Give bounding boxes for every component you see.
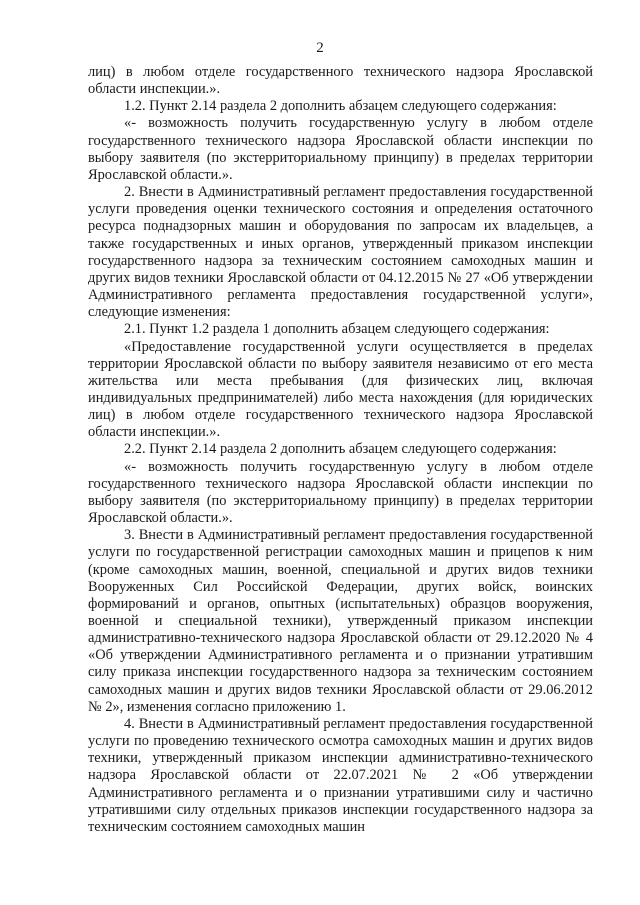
paragraph-3: 3. Внести в Административный регламент предоставления государственной услуги по государственной регистрации самоходных машин и прицепов к ним (кроме самоходных машин, военной, специальной и других видов техники Вооруженных Сил Российской Федерации, других войск, воинских формирований и органов, опытных (испытательных) образцов вооружения, военной и специальной техники), утвержденный приказом инспекции административно-технического надзора Ярославской области от 29.12.2020 № 4 «Об утверждении Административного регламента и о признании утратившим силу приказа инспекции государственного надзора за техническим состоянием самоходных машин и других видов техники Ярославской области от 29.06.2012 № 2», изменения согласно приложению 1.	[88, 527, 593, 715]
paragraph-2-2-quote: «- возможность получить государственную услугу в любом отделе государственного технического надзора Ярославской области инспекции по выбору заявителя (по экстерриториальному принципу) в пределах территории Ярославской области.».	[88, 458, 593, 527]
paragraph-2-1: 2.1. Пункт 1.2 раздела 1 дополнить абзацем следующего содержания:	[124, 321, 550, 338]
paragraph-2-2: 2.2. Пункт 2.14 раздела 2 дополнить абзацем следующего содержания:	[124, 441, 557, 458]
paragraph-continuation: лиц) в любом отделе государственного технического надзора Ярославской области инспекции.».	[88, 64, 593, 98]
paragraph-1-2-quote: «- возможность получить государственную услугу в любом отделе государственного технического надзора Ярославской области инспекции по выбору заявителя (по экстерриториальному принципу) в пределах территории Ярославской области.».	[88, 115, 593, 183]
document-body	[88, 64, 593, 836]
paragraph-1-2: 1.2. Пункт 2.14 раздела 2 дополнить абзацем следующего содержания:	[124, 98, 557, 115]
paragraph-2: 2. Внести в Административный регламент предоставления государственной услуги проведения оценки технического состояния и определения остаточного ресурса поднадзорных машин и оборудования по запросам их владельцев, а также государственных и иных органов, утвержденный приказом инспекции государственного надзора за техническим состоянием самоходных машин и других видов техники Ярославской области от 04.12.2015 № 27 «Об утверждении Административного регламента предоставления государственной услуги», следующие изменения:	[88, 184, 593, 321]
paragraph-2-1-quote: «Предоставление государственной услуги осуществляется в пределах территории Ярославской области по выбору заявителя независимо от его места жительства или места пребывания (для физических лиц, включая индивидуальных предпринимателей) либо места нахождения (для юридических лиц) в любом отделе государственного технического надзора Ярославской области инспекции.».	[88, 338, 593, 441]
page-number: 2	[316, 40, 324, 56]
paragraph-4: 4. Внести в Административный регламент предоставления государственной услуги по проведению технического осмотра самоходных машин и других видов техники, утвержденный приказом инспекции административно-технического надзора Ярославской области от 22.07.2021 № 2 «Об утверждении Административного регламента и о признании утратившими силу и частично утратившими силу отдельных приказов инспекции государственного надзора за техническим состоянием самоходных машин	[88, 715, 593, 835]
